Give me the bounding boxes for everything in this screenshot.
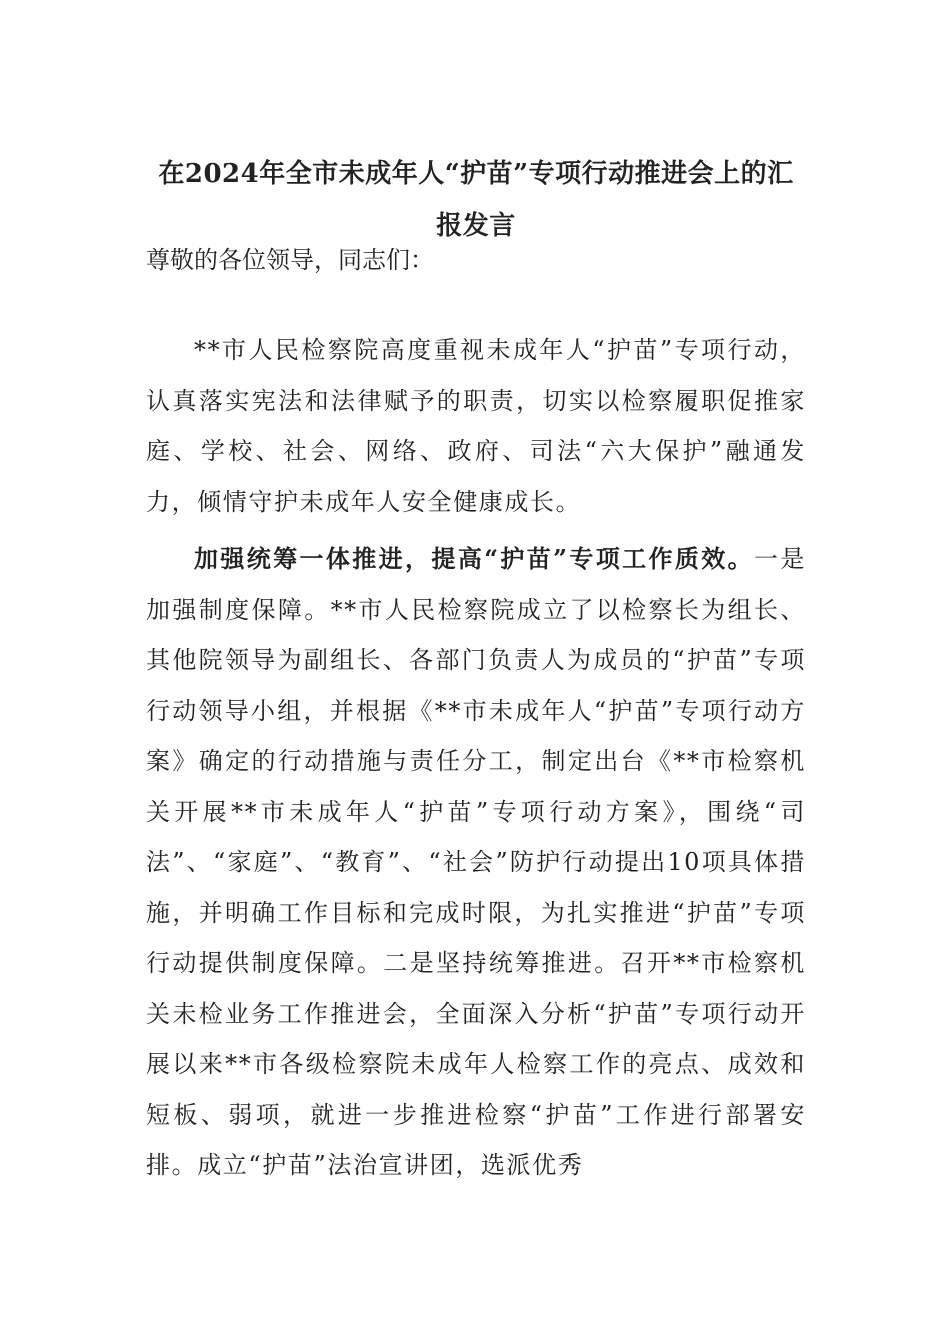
paragraph-intro xyxy=(146,325,806,527)
paragraph-text: 一是加强制度保障。**市人民检察院成立了以检察长为组长、其他院领导为副组长、各部门负责人为成员的“护苗”专项行动领导小组，并根据《**市未成年人“护苗”专项行动方案》确定的行动措施与责任分工，制定出台《**市检察机关开展**市未成年人“护苗”专项行动方案》，围绕“司法”、“家庭”、“教育”、“社会”防护行动提出10项具体措施，并明确工作目标和完成时限，为扎实推进“护苗”专项行动提供制度保障。二是坚持统筹推进。召开**市检察机关未检业务工作推进会，全面深入分析“护苗”专项行动开展以来**市各级检察院未成年人检察工作的亮点、成效和短板、弱项，就进一步推进检察“护苗”工作进行部署安排。成立“护苗”法治宣讲团，选派优秀 xyxy=(146,545,806,1179)
salutation: 尊敬的各位领导，同志们： xyxy=(146,246,434,274)
paragraph-text: **市人民检察院高度重视未成年人“护苗”专项行动，认真落实宪法和法律赋予的职责，切实以检察履职促推家庭、学校、社会、网络、政府、司法“六大保护”融通发力，倾情守护未成年人安全健康成长。 xyxy=(146,336,806,516)
document-title: 在2024年全市未成年人“护苗”专项行动推进会上的汇报发言 xyxy=(158,159,794,241)
section-heading: 加强统筹一体推进，提高“护苗”专项工作质效。 xyxy=(194,544,755,573)
paragraph-section-one xyxy=(146,534,806,1191)
